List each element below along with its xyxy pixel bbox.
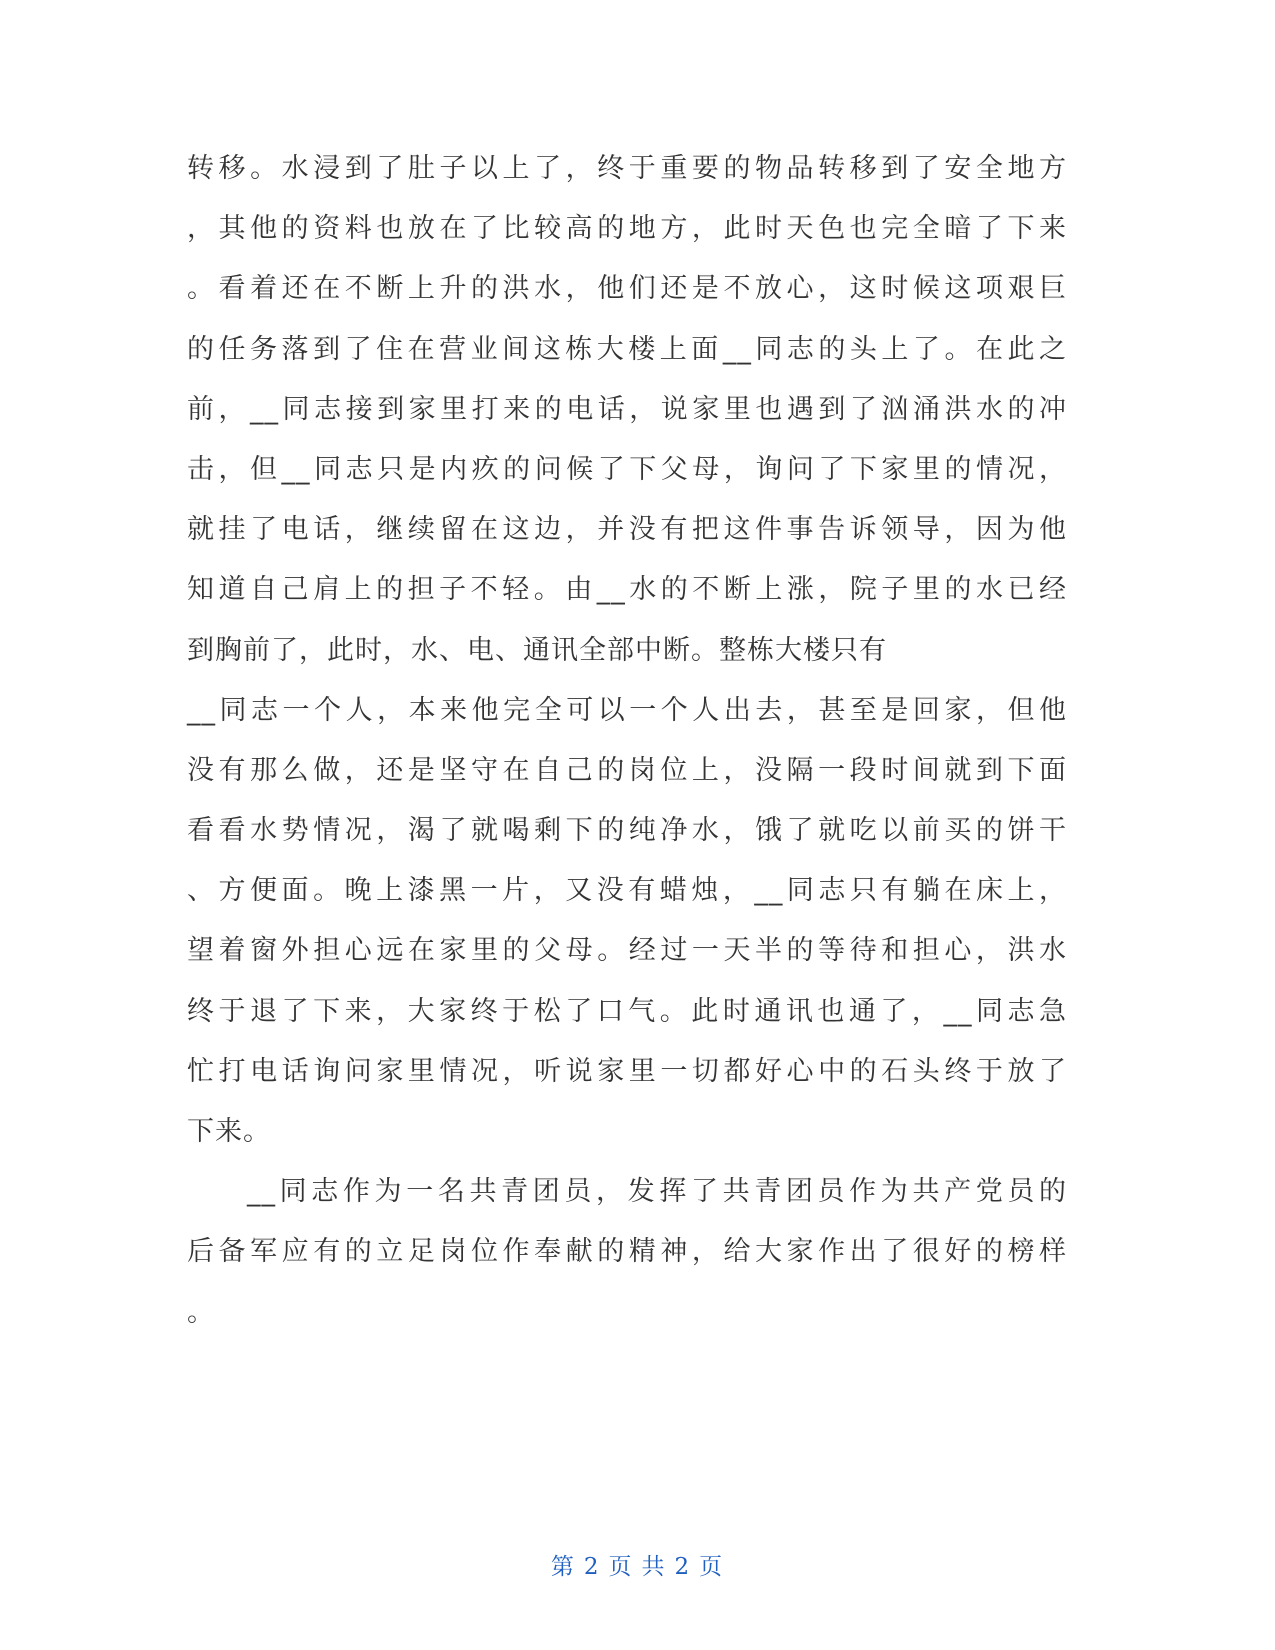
page-number-current: 2 xyxy=(583,1554,601,1580)
text-line: 。看着还在不断上升的洪水，他们还是不放心，这时候这项艰巨 xyxy=(187,273,1067,305)
text-line: 击，但__同志只是内疚的问候了下父母，询问了下家里的情况， xyxy=(187,453,1067,485)
text-line: 知道自己肩上的担子不轻。由__水的不断上涨，院子里的水已经 xyxy=(187,574,1067,606)
text-line: 下来。 xyxy=(187,1116,271,1147)
total-label-prefix: 共 xyxy=(641,1554,667,1580)
page-number-total: 2 xyxy=(674,1554,692,1580)
text-line: 忙打电话询问家里情况，听说家里一切都好心中的石头终于放了 xyxy=(187,1055,1067,1087)
text-line: 的任务落到了住在营业间这栋大楼上面__同志的头上了。在此之 xyxy=(187,333,1067,365)
text-line: 没有那么做，还是坚守在自己的岗位上，没隔一段时间就到下面 xyxy=(187,754,1067,786)
text-line: 就挂了电话，继续留在这边，并没有把这件事告诉领导，因为他 xyxy=(187,514,1067,546)
text-line: 终于退了下来，大家终于松了口气。此时通讯也通了，__同志急 xyxy=(187,995,1067,1027)
text-line: __同志一个人，本来他完全可以一个人出去，甚至是回家，但他 xyxy=(187,694,1067,726)
text-line: 。 xyxy=(187,1296,215,1328)
page-label-mid: 页 xyxy=(608,1554,634,1580)
paragraph-first-line: __同志作为一名共青团员，发挥了共青团员作为共产党员的 xyxy=(247,1176,1067,1208)
text-line: 望着窗外担心远在家里的父母。经过一天半的等待和担心，洪水 xyxy=(187,935,1067,967)
page-footer xyxy=(0,1548,1275,1581)
total-label-suffix: 页 xyxy=(699,1554,725,1580)
text-line: 后备军应有的立足岗位作奉献的精神，给大家作出了很好的榜样 xyxy=(187,1236,1067,1268)
text-line: ，其他的资料也放在了比较高的地方，此时天色也完全暗了下来 xyxy=(187,213,1067,245)
text-line: 前，__同志接到家里打来的电话，说家里也遇到了汹涌洪水的冲 xyxy=(187,393,1067,425)
text-line: 转移。水浸到了肚子以上了，终于重要的物品转移到了安全地方 xyxy=(187,153,1067,184)
body-text xyxy=(187,148,1067,1352)
page-label-prefix: 第 xyxy=(550,1554,576,1580)
text-line: 、方便面。晚上漆黑一片，又没有蜡烛，__同志只有躺在床上， xyxy=(187,875,1067,907)
text-line: 看看水势情况，渴了就喝剩下的纯净水，饿了就吃以前买的饼干 xyxy=(187,815,1067,847)
text-line: 到胸前了，此时，水、电、通讯全部中断。整栋大楼只有 xyxy=(187,634,887,666)
